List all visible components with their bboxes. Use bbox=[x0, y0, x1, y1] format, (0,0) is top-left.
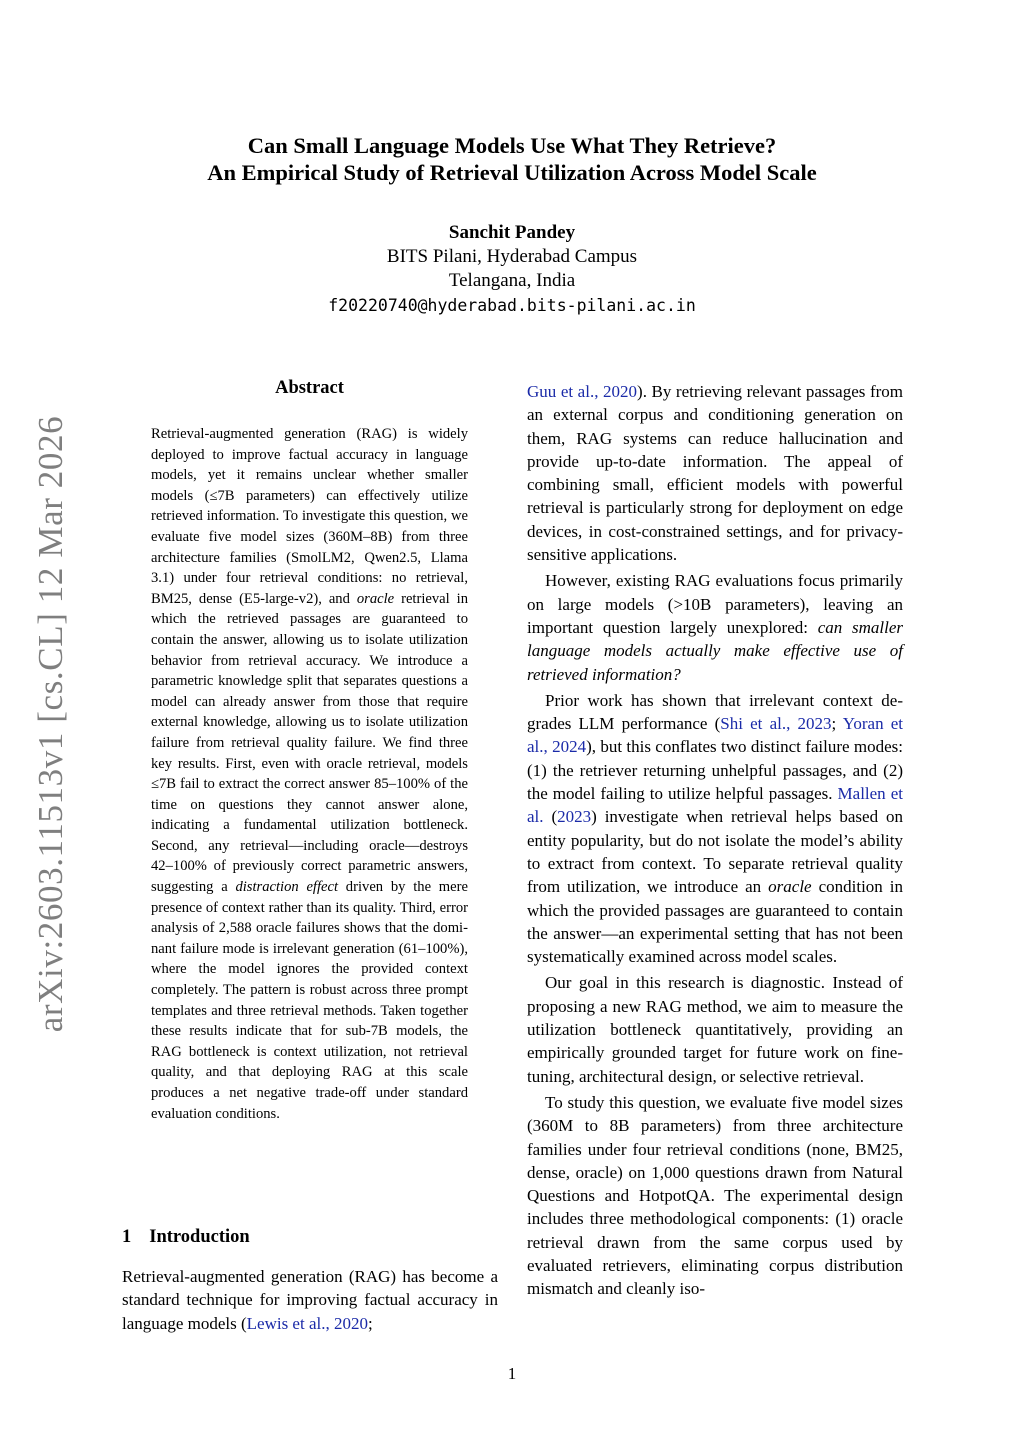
abstract-paragraph bbox=[151, 424, 468, 1124]
author-block bbox=[0, 221, 1024, 318]
arxiv-stamp bbox=[16, 415, 86, 1033]
paragraph-text: However, existing RAG evaluations focus primarily on large models (>10B parameters), leaving an important question largely unexplored: bbox=[527, 571, 903, 637]
abstract-emphasis-distraction: distraction effect bbox=[235, 879, 339, 896]
author-email: f20220740@hyderabad.bits-pilani.ac.in bbox=[328, 296, 696, 315]
section-number: 1 bbox=[122, 1227, 132, 1247]
paragraph-text: condition in which the provided passages are guaranteed to contain the answer—an experimental setting that has not been systematically examined across model scales. bbox=[527, 877, 903, 967]
intro-paragraph-1 bbox=[122, 1265, 498, 1335]
citation-guu-2020[interactable]: Guu et al., 2020 bbox=[527, 382, 638, 401]
intro-paragraph-5: To study this question, we evaluate five model sizes (360M to 8B parameters) from three architecture families under four retrieval conditions (none, BM25, dense, oracle) on 1,000 questions drawn from Natural Questions and HotpotQA. The experimental design includes three methodological components: (1) oracle retrieval drawn from the same corpus used by evaluated retrievers, eliminating corpus distribution mismatch and cleanly iso- bbox=[527, 1092, 903, 1299]
intro-left-column bbox=[122, 1265, 498, 1335]
intro-text: Retrieval-augmented generation (RAG) has become a standard technique for improving factual accuracy in language models ( bbox=[122, 1267, 498, 1333]
arxiv-stamp-text: arXiv:2603.11513v1 [cs.CL] 12 Mar 2026 bbox=[31, 415, 70, 1033]
paragraph-text: ). By retrieving relevant passages from an external corpus and conditioning generation on them, RAG systems can reduce hallucination and provide up-to-date information. The appeal of combining small, efficient models with powerful retrieval is particularly strong for deployment on edge devices, in cost-constrained settings, and for privacy-sensitive applications. bbox=[527, 382, 903, 565]
author-affiliation: BITS Pilani, Hyderabad Campus bbox=[386, 246, 638, 267]
page-number: 1 bbox=[507, 1364, 517, 1383]
intro-paragraph-2 bbox=[527, 569, 903, 685]
section-title: Introduction bbox=[149, 1227, 250, 1247]
author-location: Telangana, India bbox=[448, 270, 576, 291]
section-heading-introduction bbox=[122, 1227, 250, 1248]
abstract-text-3: driven by the mere presence of context rather than its quality. Third, error analysis of 2,588 oracle failures shows that the dominant failure mode is irrelevant generation (61–100%), where the model ignores the provided context completely. The pattern is robust across three prompt templates and three retrieval methods. Taken together these results indicate that for sub-7B models, the RAG bottleneck is context utilization, not retrieval quality, and that deploying RAG at this scale produces a net negative trade-off under standard evaluation conditions. bbox=[151, 879, 468, 1122]
citation-yoran-2024[interactable]: Yoran et al., 2024 bbox=[527, 714, 903, 757]
citation-mallen-author[interactable]: Mallen et al. bbox=[527, 784, 903, 827]
abstract-text-2: retrieval in which the retrieved passages are guaranteed to contain the answer, allowing us to isolate utilization behavior from retrieval accuracy. We introduce a parametric knowledge split that separates questions a model can already answer from those that require external knowledge, allowing us to isolate utilization failure from retrieval quality failure. We find three key results. First, even with oracle retrieval, models ≤7B fail to extract the correct answer 85–100% of the time on questions they cannot answer alone, indicating a fundamental utilization bottleneck. Second, any retrieval—including oracle—destroys 42–100% of previously correct parametric answers, suggesting a bbox=[151, 590, 469, 896]
citation-mallen-year[interactable]: 2023 bbox=[557, 807, 592, 827]
intro-right-column bbox=[527, 380, 903, 1301]
citation-open-paren: ( bbox=[543, 807, 558, 827]
intro-paragraph-4: Our goal in this research is diagnostic. Instead of proposing a new RAG method, we aim to measure the utilization bottleneck quantitatively, providing an empirically grounded target for future work on fine-tuning, architectural design, or selective retrieval. bbox=[527, 973, 903, 1086]
paragraph-text: Prior work has shown that irrelevant context degrades LLM performance ( bbox=[527, 690, 903, 734]
author-name: Sanchit Pandey bbox=[448, 222, 576, 243]
intro-text-after: ; bbox=[367, 1313, 373, 1333]
citation-lewis-2020[interactable]: Lewis et al., 2020 bbox=[246, 1313, 368, 1333]
paragraph-text: ) investigate when retrieval helps based on entity popularity, but do not isolate the model’s ability to extract from context. To separate retrieval quality from utilization, we introduce an bbox=[527, 807, 903, 897]
intro-paragraph-3 bbox=[527, 689, 903, 969]
paragraph-text: ), but this conflates two distinct failure modes: (1) the retriever returning unhelpful passages, and (2) the model failing to utilize helpful passages. bbox=[527, 737, 903, 804]
research-question: can smaller language models actually make effective use of retrieved information? bbox=[527, 617, 904, 684]
title-line-1: Can Small Language Models Use What They Retrieve? bbox=[247, 133, 777, 158]
title-line-2: An Empirical Study of Retrieval Utilization Across Model Scale bbox=[207, 160, 817, 185]
citation-separator: ; bbox=[831, 714, 843, 734]
abstract-text-1: Retrieval-augmented generation (RAG) is widely deployed to improve factual accuracy in language models, yet it remains unclear whether smaller models (≤7B parameters) can effectively utilize retrieved information. To investigate this question, we evaluate five model sizes (360M–8B) from three architecture families (SmolLM2, Qwen2.5, Llama 3.1) under four retrieval conditions: no retrieval, BM25, dense (E5-large-v2), and bbox=[151, 426, 468, 607]
emphasis-oracle: oracle bbox=[768, 877, 812, 897]
paper-title bbox=[0, 132, 1024, 186]
abstract-heading: Abstract bbox=[275, 378, 344, 398]
intro-paragraph-1-cont bbox=[527, 380, 903, 566]
abstract-emphasis-oracle: oracle bbox=[356, 590, 395, 607]
citation-shi-2023[interactable]: Shi et al., 2023 bbox=[720, 714, 832, 734]
abstract-body bbox=[151, 424, 468, 1124]
